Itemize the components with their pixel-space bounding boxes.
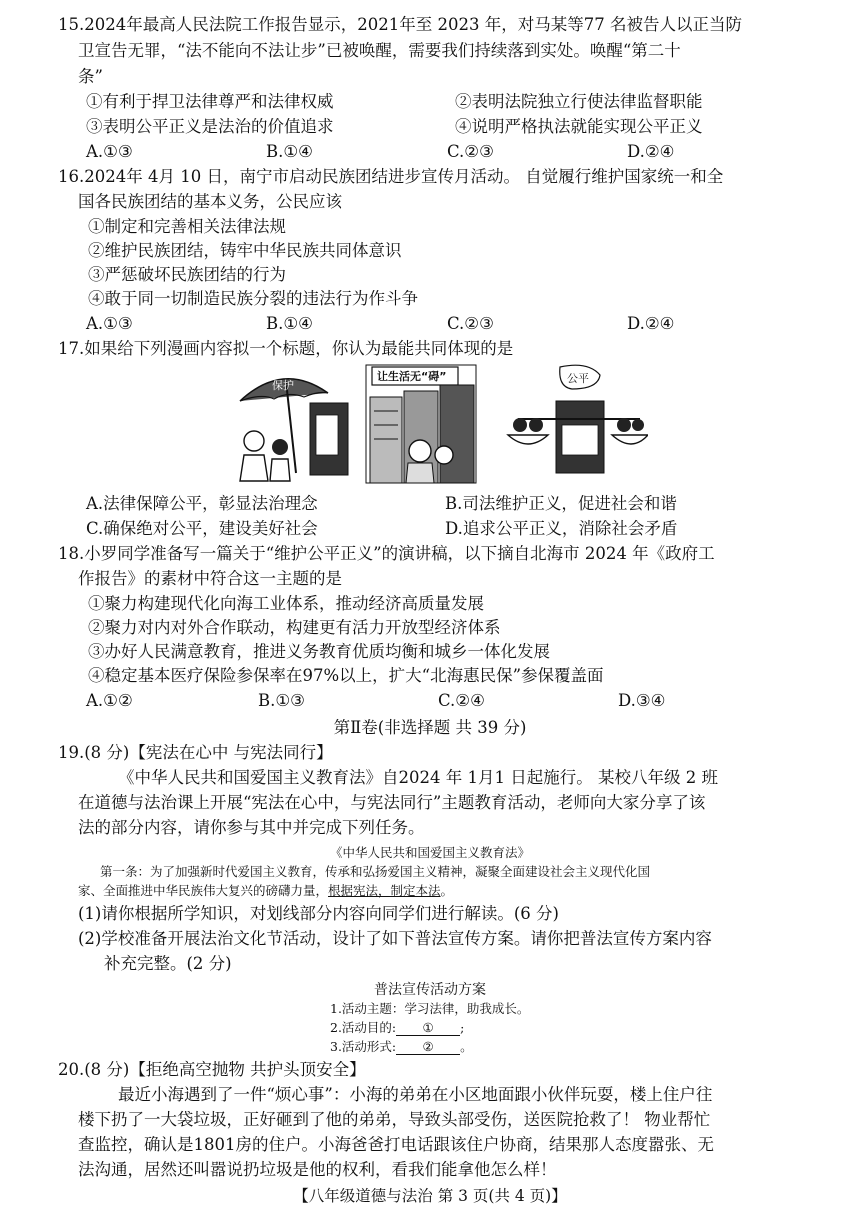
q18-item-2: ②聚力对内对外合作联动，构建更有活力开放型经济体系 xyxy=(88,618,501,637)
q16-stem-line2: 国各民族团结的基本义务，公民应该 xyxy=(78,192,342,211)
page-footer: 【八年级道德与法治 第 3 页(共 4 页)】 xyxy=(293,1187,567,1205)
q18-option-b: B.①③ xyxy=(258,691,305,710)
q16-option-a: A.①③ xyxy=(86,314,133,333)
q16-item-4: ④敢于同一切制造民族分裂的违法行为作斗争 xyxy=(88,289,418,308)
q15-item-4: ④说明严格执法就能实现公平正义 xyxy=(455,117,703,136)
section-2-heading: 第Ⅱ卷(非选择题 共 39 分) xyxy=(333,718,527,737)
q18-option-a: A.①② xyxy=(86,691,133,710)
plan-purpose-end: ; xyxy=(460,1020,465,1035)
law-underlined-text: 根据宪法，制定本法 xyxy=(328,883,441,898)
q16-item-3: ③严惩破坏民族团结的行为 xyxy=(88,265,286,284)
q19-intro-line1: 《中华人民共和国爱国主义教育法》自2024 年 1月1 日起施行。 某校八年级 2 班 xyxy=(118,768,718,787)
q17-option-d: D.追求公平正义，消除社会矛盾 xyxy=(445,519,678,538)
q17-comic-illustration xyxy=(228,363,648,485)
q16-item-1: ①制定和完善相关法律法规 xyxy=(88,217,286,236)
law-title: 《中华人民共和国爱国主义教育法》 xyxy=(329,845,530,860)
comic-panel-barrier-free xyxy=(366,365,476,483)
q17-option-c: C.确保绝对公平，建设美好社会 xyxy=(86,519,318,538)
q17-stem: 17.如果给下列漫画内容拟一个标题，你认为最能共同体现的是 xyxy=(58,339,514,358)
q15-item-3: ③表明公平正义是法治的价值追求 xyxy=(86,117,334,136)
q18-stem-line2: 作报告》的素材中符合这一主题的是 xyxy=(78,569,342,588)
q15-stem-line3: 条” xyxy=(78,67,103,86)
q16-stem-line1: 16.2024年 4月 10 日，南宁市启动民族团结进步宣传月活动。 自觉履行维护国家统一和全 xyxy=(58,167,724,186)
q20-text-line2: 楼下扔了一大袋垃圾，正好砸到了他的弟弟，导致头部受伤，送医院抢救了！ 物业帮忙 xyxy=(78,1110,711,1129)
q16-option-c: C.②③ xyxy=(447,314,494,333)
q17-option-b: B.司法维护正义，促进社会和谐 xyxy=(445,494,677,513)
q19-title: 19.(8 分)【宪法在心中 与宪法同行】 xyxy=(58,743,333,762)
q18-stem-line1: 18.小罗同学准备写一篇关于“维护公平正义”的演讲稿，以下摘自北海市 2024 年《政府工 xyxy=(58,544,715,563)
q16-option-d: D.②④ xyxy=(627,314,675,333)
q15-item-1: ①有利于捍卫法律尊严和法律权威 xyxy=(86,92,334,111)
q18-option-c: C.②④ xyxy=(438,691,485,710)
fairness-bubble: 公平 xyxy=(567,372,589,385)
q15-stem-line1: 15.2024年最高人民法院工作报告显示，2021年至 2023 年，对马某等77 名被告人以正当防 xyxy=(58,15,742,34)
comic-panel-protection xyxy=(240,378,348,481)
q15-option-d: D.②④ xyxy=(627,142,675,161)
q18-item-4: ④稳定基本医疗保险参保率在97%以上，扩大“北海惠民保”参保覆盖面 xyxy=(88,666,604,685)
q18-option-d: D.③④ xyxy=(618,691,666,710)
plan-form-end: 。 xyxy=(460,1039,473,1054)
q20-title: 20.(8 分)【拒绝高空抛物 共护头顶安全】 xyxy=(58,1060,366,1079)
q19-task-2-line1: (2)学校准备开展法治文化节活动，设计了如下普法宣传方案。请你把普法宣传方案内容 xyxy=(78,929,712,948)
q19-intro-line3: 法的部分内容，请你参与其中并完成下列任务。 xyxy=(78,818,425,837)
barrier-free-sign: 让生活无“碍” xyxy=(377,370,447,383)
q15-option-c: C.②③ xyxy=(447,142,494,161)
q15-item-2: ②表明法院独立行使法律监督职能 xyxy=(455,92,703,111)
q20-text-line3: 查监控，确认是1801房的住户。小海爸爸打电话跟该住户协商，结果那人态度嚣张、无 xyxy=(78,1135,714,1154)
q16-item-2: ②维护民族团结，铸牢中华民族共同体意识 xyxy=(88,241,402,260)
law-article-line1: 第一条：为了加强新时代爱国主义教育，传承和弘扬爱国主义精神，凝聚全面建设社会主义现代化国 xyxy=(100,864,651,879)
q19-task-1: (1)请你根据所学知识，对划线部分内容向同学们进行解读。(6 分) xyxy=(78,904,559,923)
q15-option-b: B.①④ xyxy=(266,142,313,161)
plan-line-theme: 1.活动主题：学习法律，助我成长。 xyxy=(330,1001,530,1016)
comic-panel-fairness xyxy=(508,365,648,473)
q15-stem-line2: 卫宣告无罪，“法不能向不法让步”已被唤醒，需要我们持续落到实处。唤醒“第二十 xyxy=(78,41,681,60)
answer-blank-2[interactable]: ② xyxy=(396,1039,460,1055)
plan-purpose-label: 2.活动目的: xyxy=(330,1020,397,1035)
answer-blank-1[interactable]: ① xyxy=(396,1020,460,1036)
q16-option-b: B.①④ xyxy=(266,314,313,333)
plan-form-label: 3.活动形式: xyxy=(330,1039,397,1054)
q15-option-a: A.①③ xyxy=(86,142,133,161)
q18-item-1: ①聚力构建现代化向海工业体系，推动经济高质量发展 xyxy=(88,594,484,613)
q17-option-a: A.法律保障公平，彰显法治理念 xyxy=(86,494,318,513)
q19-task-2-line2: 补充完整。(2 分) xyxy=(104,954,232,973)
q19-intro-line2: 在道德与法治课上开展“宪法在心中，与宪法同行”主题教育活动，老师向大家分享了该 xyxy=(78,793,706,812)
law-article-end: 。 xyxy=(440,883,454,898)
plan-line-purpose xyxy=(330,1018,464,1037)
q20-text-line1: 最近小海遇到了一件“烦心事”：小海的弟弟在小区地面跟小伙伴玩耍，楼上住户往 xyxy=(118,1085,713,1104)
q20-text-line4: 法沟通，居然还叫嚣说扔垃圾是他的权利，看我们能拿他怎么样！ xyxy=(78,1160,557,1179)
plan-title: 普法宣传活动方案 xyxy=(374,982,486,998)
law-article-line2 xyxy=(78,881,453,900)
plan-line-form xyxy=(330,1037,473,1056)
law-article-text: 家、全面推进中华民族伟大复兴的磅礴力量， xyxy=(78,883,329,898)
umbrella-label: 保护 xyxy=(272,379,294,392)
q18-item-3: ③办好人民满意教育，推进义务教育优质均衡和城乡一体化发展 xyxy=(88,642,550,661)
